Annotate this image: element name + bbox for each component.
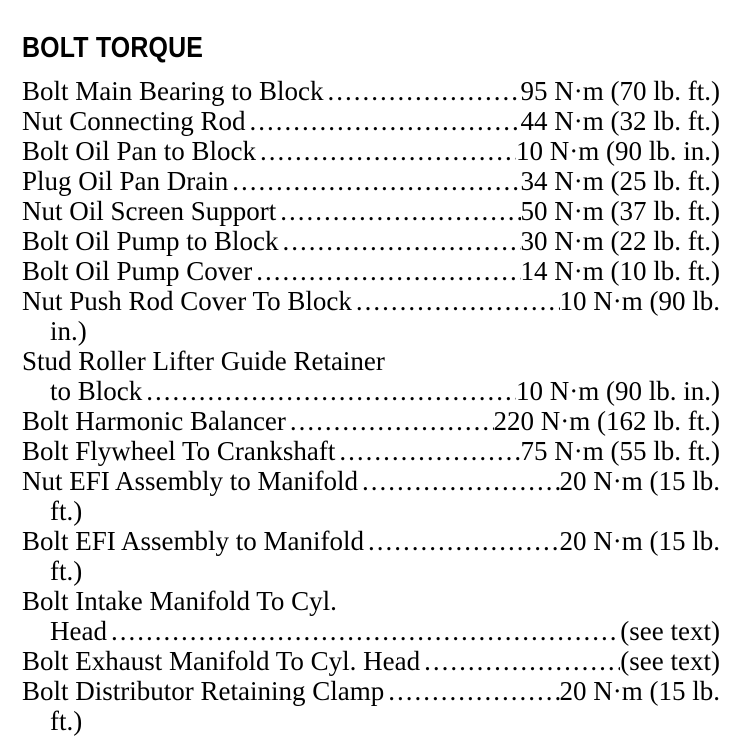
torque-row (22, 646, 720, 676)
torque-item-label: Nut EFI Assembly to Manifold (22, 466, 358, 496)
torque-item-label: Bolt Harmonic Balancer (22, 406, 286, 436)
torque-value: (see text) (620, 646, 720, 676)
torque-row (22, 526, 720, 556)
dot-leader (364, 526, 560, 556)
torque-row (22, 136, 720, 166)
torque-row (22, 616, 720, 646)
dot-leader (142, 376, 516, 406)
dot-leader (252, 256, 520, 286)
torque-row (22, 256, 720, 286)
dot-leader (352, 286, 560, 316)
dot-leader (323, 76, 520, 106)
torque-value: 14 N·m (10 lb. ft.) (520, 256, 720, 286)
torque-row (22, 286, 720, 316)
torque-entry (22, 346, 720, 406)
torque-value: 50 N·m (37 lb. ft.) (520, 196, 720, 226)
torque-entry (22, 226, 720, 256)
torque-row (22, 226, 720, 256)
torque-item-label: Bolt Oil Pan to Block (22, 136, 257, 166)
dot-leader (358, 466, 560, 496)
torque-item-label: Bolt Main Bearing to Block (22, 76, 324, 106)
torque-item-label: Bolt Distributor Retaining Clamp (22, 676, 385, 706)
torque-item-label: Bolt Intake Manifold To Cyl. (22, 586, 337, 616)
torque-value: 20 N·m (15 lb. (559, 676, 720, 706)
torque-item-label: Plug Oil Pan Drain (22, 166, 229, 196)
dot-leader (228, 166, 520, 196)
torque-row (22, 436, 720, 466)
torque-item-label: Head (50, 616, 107, 646)
torque-item-label: Bolt Flywheel To Crankshaft (22, 436, 336, 466)
dot-leader (256, 136, 516, 166)
dot-leader (420, 646, 620, 676)
torque-entry (22, 196, 720, 226)
dot-leader (107, 616, 620, 646)
torque-row (22, 376, 720, 406)
torque-value: 220 N·m (162 lb. ft.) (493, 406, 720, 436)
dot-leader (286, 406, 494, 436)
torque-spec-page (22, 30, 720, 736)
torque-entry (22, 526, 720, 586)
torque-item-label: Bolt Exhaust Manifold To Cyl. Head (22, 646, 421, 676)
dot-leader (279, 226, 521, 256)
section-title: BOLT TORQUE (22, 32, 204, 64)
torque-row (22, 466, 720, 496)
dot-leader (276, 196, 520, 226)
torque-item-label: to Block (50, 376, 143, 406)
torque-row (22, 196, 720, 226)
torque-item-label: Bolt Oil Pump to Block (22, 226, 279, 256)
torque-value-continuation: ft.) (50, 706, 83, 736)
torque-item-label: Nut Connecting Rod (22, 106, 246, 136)
torque-value-continuation: in.) (50, 316, 87, 346)
torque-entry (22, 406, 720, 436)
torque-row (22, 676, 720, 706)
torque-entry (22, 586, 720, 646)
torque-item-label: Nut Push Rod Cover To Block (22, 286, 352, 316)
torque-row (22, 166, 720, 196)
torque-value: 95 N·m (70 lb. ft.) (520, 76, 720, 106)
torque-entry (22, 166, 720, 196)
torque-row (22, 106, 720, 136)
torque-entry (22, 136, 720, 166)
torque-item-label: Bolt Oil Pump Cover (22, 256, 253, 286)
torque-entry (22, 286, 720, 346)
torque-list (22, 76, 720, 736)
torque-value: 10 N·m (90 lb. in.) (516, 136, 720, 166)
torque-value: 20 N·m (15 lb. (559, 526, 720, 556)
dot-leader (384, 676, 559, 706)
torque-item-label: Nut Oil Screen Support (22, 196, 277, 226)
torque-row (22, 406, 720, 436)
torque-value: 44 N·m (32 lb. ft.) (520, 106, 720, 136)
torque-value: 30 N·m (22 lb. ft.) (520, 226, 720, 256)
torque-row (22, 76, 720, 106)
torque-entry (22, 76, 720, 106)
torque-entry (22, 646, 720, 676)
torque-item-label: Stud Roller Lifter Guide Retainer (22, 346, 385, 376)
torque-entry (22, 256, 720, 286)
torque-value: 20 N·m (15 lb. (559, 466, 720, 496)
torque-value: 34 N·m (25 lb. ft.) (520, 166, 720, 196)
torque-value-continuation: ft.) (50, 496, 83, 526)
torque-value-continuation: ft.) (50, 556, 83, 586)
torque-value: 75 N·m (55 lb. ft.) (520, 436, 720, 466)
dot-leader (246, 106, 521, 136)
torque-item-label: Bolt EFI Assembly to Manifold (22, 526, 365, 556)
torque-value: 10 N·m (90 lb. (559, 286, 720, 316)
torque-value: 10 N·m (90 lb. in.) (516, 376, 720, 406)
torque-entry (22, 466, 720, 526)
torque-entry (22, 676, 720, 736)
torque-entry (22, 436, 720, 466)
dot-leader (335, 436, 520, 466)
torque-value: (see text) (620, 616, 720, 646)
torque-entry (22, 106, 720, 136)
